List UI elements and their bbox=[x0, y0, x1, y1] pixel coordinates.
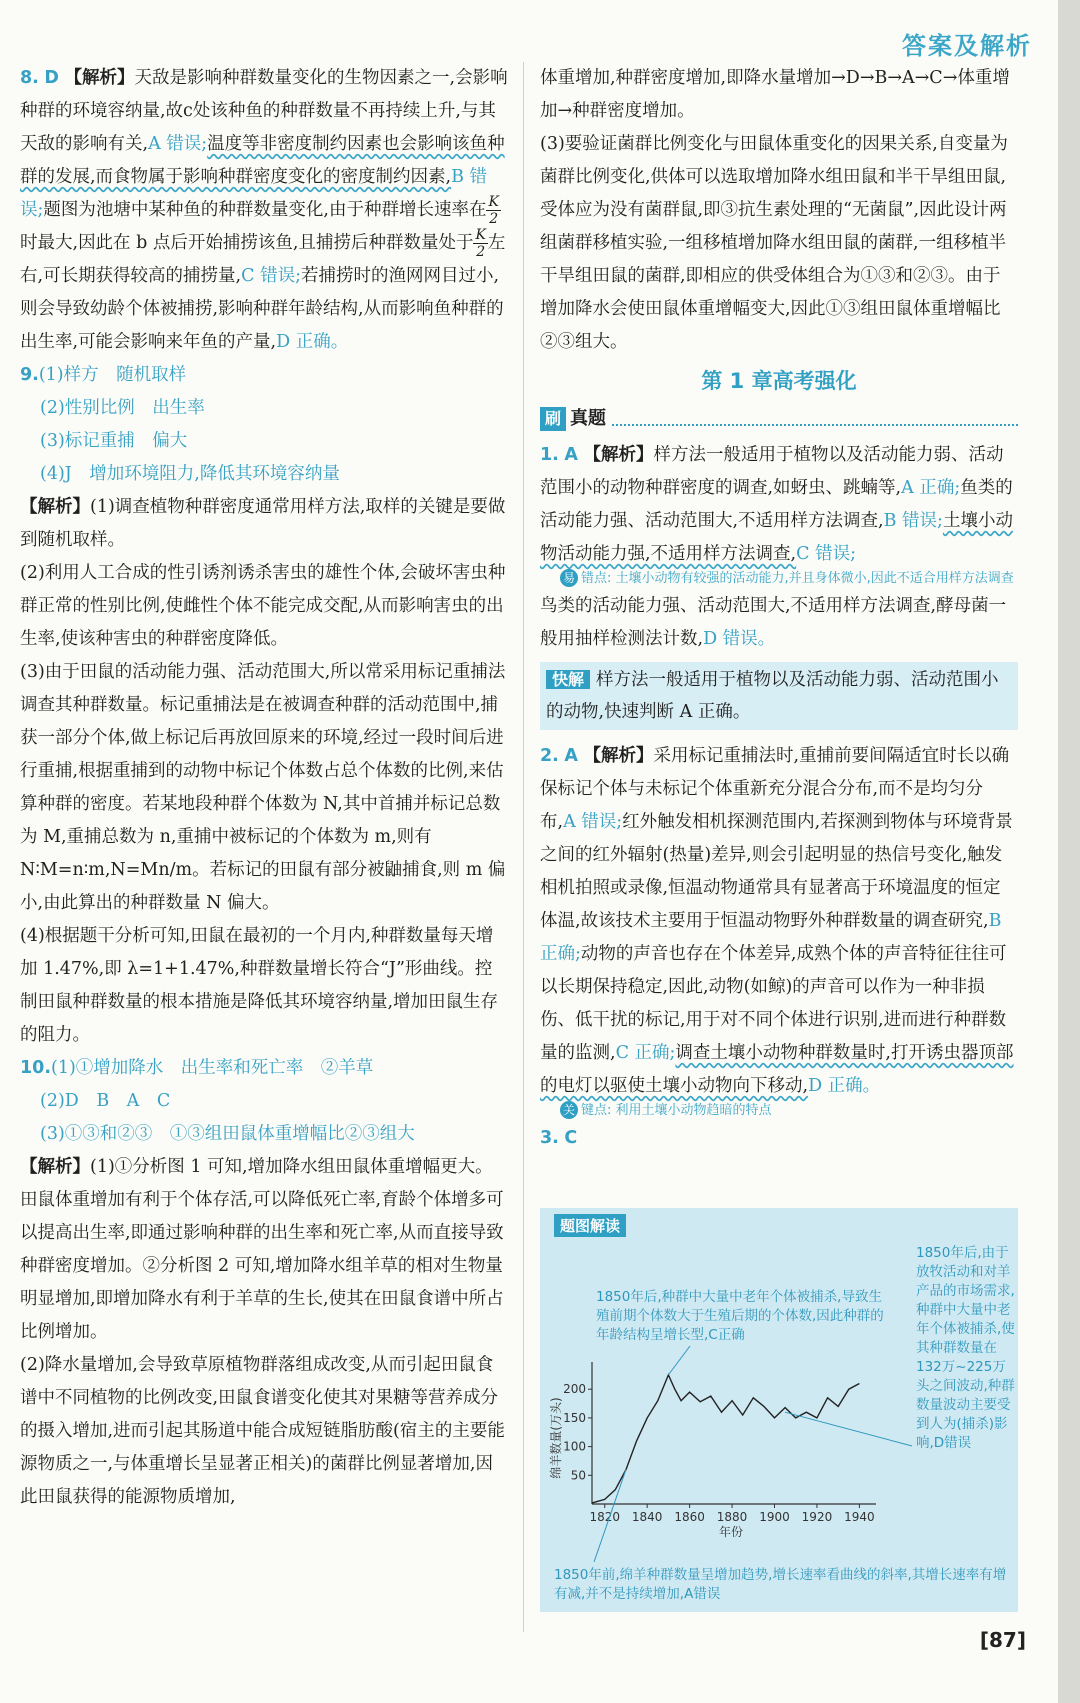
section-header bbox=[540, 402, 1018, 435]
section-badge: 刷 bbox=[540, 407, 566, 431]
q9-analysis-2: (2)利用人工合成的性引诱剂诱杀害虫的雄性个体,会破坏害虫种群正常的性别比例,使雌性个体不能完成交配,从而影响害虫的出生率,使该种害虫的种群密度降低。 bbox=[20, 563, 506, 649]
q3-number: 3. bbox=[540, 1128, 559, 1148]
q9-answer-3: (3)标记重捕 偏大 bbox=[40, 431, 188, 451]
key-point-badge: 关 bbox=[560, 1101, 578, 1119]
q1-number: 1. bbox=[540, 445, 559, 465]
q2-text-3: 动物的声音也存在个体差异,成熟个体的声音特征往往可以长期保持稳定,因此,动物(如鲸)的声音可以作为一种非损伤、低干扰的标记,用于对不同个体进行识别,进而进行种群数量的监测, bbox=[540, 944, 1007, 1063]
q10-number: 10. bbox=[20, 1058, 52, 1078]
right-column bbox=[540, 62, 1018, 1155]
q9-answer-text-1: (1)样方 随机取样 bbox=[38, 365, 187, 385]
q8-analysis-tag: 【解析】 bbox=[64, 68, 135, 88]
q2-text-2: 红外触发相机探测范围内,若探测到物体与环境背景之间的红外辐射(热量)差异,则会引起明显的热信号变化,触发相机拍照或录像,恒温动物通常具有显著高于环境温度的恒定体温,故该技术主要用于恒温动物野外种群数量的调查研究, bbox=[540, 812, 1013, 931]
q1-text-3: 土壤小动物活动能力强,不适用样方法调查, bbox=[540, 511, 1013, 564]
q10-analysis-text-1: (1)①分析图 1 可知,增加降水组田鼠体重增幅更大。田鼠体重增加有利于个体存活,可以降低死亡率,育龄个体增多可以提高出生率,即通过影响种群的出生率和死亡率,从而直接导致种群密度增加。②分析图 2 可知,增加降水组羊草的相对生物量明显增加,即增加降水有利于羊草的生长,使其在田鼠食谱中所占比例增加。 bbox=[20, 1157, 504, 1342]
fraction-k-over-2-b: $\frac{K}{2}$ bbox=[475, 227, 486, 260]
q9-answer-2: (2)性别比例 出生率 bbox=[40, 398, 205, 418]
q9-analysis-4: (4)根据题干分析可知,田鼠在最初的一个月内,种群数量每天增加 1.47%,即 λ=1+1.47%,种群数量增长符合“J”形曲线。控制田鼠种群数量的根本措施是降低其环境容纳量,增加田鼠生存的阻力。 bbox=[20, 926, 499, 1045]
q2-number: 2. bbox=[540, 746, 559, 766]
quick-solution-tag: 快解 bbox=[546, 670, 590, 689]
q9-analysis-text-1: (1)调查植物种群密度通常用样方法,取样的关键是要做到随机取样。 bbox=[20, 497, 506, 550]
q8-text-5: 左右,可长期获得较高的捕捞量, bbox=[20, 233, 506, 286]
x-tick-label: 1920 bbox=[801, 1510, 833, 1524]
q10-answer-2: (2)D B A C bbox=[40, 1091, 171, 1111]
page-header-title: 答案及解析 bbox=[902, 32, 1032, 60]
q1-c-verdict: C 错误; bbox=[796, 544, 856, 564]
x-tick-label: 1940 bbox=[844, 1510, 875, 1524]
q2-text-4: 调查土壤小动物种群数量时,打开诱虫器顶部的电灯以驱使土壤小动物向下移动, bbox=[540, 1043, 1014, 1096]
q9-answer-1 bbox=[20, 359, 508, 392]
q8-answer: D bbox=[44, 68, 59, 88]
q2-answer: A bbox=[564, 746, 578, 766]
q2-b-verdict: B 正确; bbox=[540, 911, 1002, 964]
q10-answer-3: (3)①③和②③ ①③组田鼠体重增幅比②③组大 bbox=[40, 1124, 415, 1144]
x-tick-label: 1820 bbox=[589, 1510, 621, 1524]
x-tick-label: 1900 bbox=[759, 1510, 790, 1524]
q9-number: 9. bbox=[20, 365, 39, 385]
chapter-title: 第 1 章高考强化 bbox=[701, 369, 857, 393]
q2-text-1: 采用标记重捕法时,重捕前要间隔适宜时长以确保标记个体与未标记个体重新充分混合分布,而不是均匀分布, bbox=[540, 746, 1010, 832]
q8-c-verdict: C 错误; bbox=[241, 266, 301, 286]
q1-text-4: 鸟类的活动能力强、活动范围大,不适用样方法调查,酵母菌一般用抽样检测法计数, bbox=[540, 596, 1007, 649]
q9-answer-4: (4)J 增加环境阻力,降低其环境容纳量 bbox=[40, 464, 340, 484]
q2-key-note bbox=[540, 1101, 1018, 1120]
page-number-value: 87 bbox=[989, 1628, 1017, 1652]
q8-d-verdict: D 正确。 bbox=[276, 332, 349, 352]
key-point-text: 利用土壤小动物趋暗的特点 bbox=[615, 1103, 772, 1118]
q10-analysis-2: (2)降水量增加,会导致草原植物群落组成改变,从而引起田鼠食谱中不同植物的比例改变,田鼠食谱变化使其对果糖等营养成分的摄入增加,进而引起其肠道中能合成短链脂肪酸(宿主的主要能源物质之一,与体重增长呈显著正相关)的菌群比例显著增加,因此田鼠获得的能源物质增加, bbox=[20, 1355, 505, 1507]
sheep-population-line bbox=[592, 1375, 859, 1503]
figure-tag: 题图解读 bbox=[554, 1214, 626, 1237]
x-tick-label: 1860 bbox=[674, 1510, 705, 1524]
q10-answer-text-1: (1)①增加降水 出生率和死亡率 ②羊草 bbox=[51, 1058, 374, 1078]
q1-error-note bbox=[540, 569, 1018, 588]
q8-number: 8. bbox=[20, 68, 39, 88]
figure-note-right: 1850年后,由于放牧活动和对羊产品的市场需求,种群中大量中老年个体被捕杀,使其种群数量在132万~225万头之间波动,种群数量波动主要受到人为(捕杀)影响,D错误 bbox=[916, 1245, 1015, 1451]
q1-b-verdict: B 错误; bbox=[883, 511, 943, 531]
error-point-badge: 易 bbox=[560, 569, 578, 587]
section-dotted-rule bbox=[612, 412, 1018, 426]
q10-answer-1 bbox=[20, 1052, 508, 1085]
q2-c-verdict: C 正确; bbox=[615, 1043, 676, 1063]
q10-analysis-3: (3)要验证菌群比例变化与田鼠体重变化的因果关系,自变量为菌群比例变化,供体可以选取增加降水组田鼠和半干旱组田鼠,受体应为没有菌群鼠,即③抗生素处理的“无菌鼠”,因此设计两组菌群移植实验,一组移植增加降水组田鼠的菌群,一组移植半干旱组田鼠的菌群,即相应的供受体组合为①③和②③。由于增加降水会使田鼠体重增幅变大,因此①③组田鼠体重增幅比②③组大。 bbox=[540, 134, 1008, 352]
q1-analysis-tag: 【解析】 bbox=[583, 445, 654, 465]
q1-block-cont bbox=[540, 590, 1018, 656]
page-edge bbox=[1058, 0, 1080, 1703]
x-tick-label: 1880 bbox=[716, 1510, 748, 1524]
q8-block bbox=[20, 62, 508, 359]
q10-analysis-cont: 体重增加,种群密度增加,即降水量增加→D→B→A→C→体重增加→种群密度增加。 bbox=[540, 68, 1010, 121]
left-column bbox=[20, 62, 508, 1514]
q8-text-2: 温度等非密度制约因素也会影响该鱼种群的发展,而食物属于影响种群密度变化的密度制约因素, bbox=[20, 134, 505, 187]
q8-b-verdict: B 错误; bbox=[20, 167, 488, 220]
q2-d-verdict: D 正确。 bbox=[808, 1076, 881, 1096]
q1-a-verdict: A 正确; bbox=[901, 478, 961, 498]
figure-note-top: 1850年后,种群中大量中老年个体被捕杀,导致生殖前期个体数大于生殖后期的个体数,因此种群的年龄结构呈增长型,C正确 bbox=[596, 1289, 884, 1343]
key-point-label: 键点: bbox=[581, 1103, 612, 1118]
q3-block bbox=[540, 1122, 1018, 1155]
y-tick-label: 150 bbox=[563, 1410, 586, 1425]
q1-text-2: 鱼类的活动能力强、活动范围大,不适用样方法调查, bbox=[540, 478, 1013, 531]
y-tick-label: 100 bbox=[563, 1439, 586, 1454]
y-axis-label: 绵羊数量(万头) bbox=[549, 1397, 563, 1479]
q8-text-4: 时最大,因此在 b 点后开始捕捞该鱼,且捕捞后种群数量处于 bbox=[20, 233, 474, 253]
q10-analysis-tag: 【解析】 bbox=[20, 1157, 90, 1177]
x-tick-label: 1840 bbox=[631, 1510, 663, 1524]
sheep-population-chart bbox=[540, 1208, 1018, 1612]
q8-a-verdict: A 错误; bbox=[148, 134, 208, 154]
page-number: [87] bbox=[979, 1628, 1026, 1652]
y-tick-label: 50 bbox=[570, 1468, 586, 1483]
section-label: 真题 bbox=[570, 408, 607, 429]
q9-analysis-3: (3)由于田鼠的活动能力强、活动范围大,所以常采用标记重捕法调查其种群数量。标记重捕法是在被调查种群的活动范围中,捕获一部分个体,做上标记后再放回原来的环境,经过一段时间后进行重捕,根据重捕到的动物中标记个体数占总个体数的比例,来估算种群的密度。若某地段种群个体数为 N,其中首捕并标记总数为 M,重捕总数为 n,重捕中被标记的个体数为 m,则有 N∶M=n∶m,N=Mn/m。若标记的田鼠有部分被鼬捕食,则 m 偏小,由此算出的种群数量 N 偏大。 bbox=[20, 662, 506, 913]
q8-text-6: 若捕捞时的渔网网目过小,则会导致幼龄个体被捕捞,影响种群年龄结构,从而影响鱼种群的出生率,可能会影响来年鱼的产量, bbox=[20, 266, 504, 352]
figure-note-bottom: 1850年前,绵羊种群数量呈增加趋势,增长速率看曲线的斜率,其增长速率有增有减,并不是持续增加,A错误 bbox=[554, 1567, 1007, 1602]
q8-text-1: 天敌是影响种群数量变化的生物因素之一,会影响种群的环境容纳量,故c处该种鱼的种群数量不再持续上升,与其天敌的影响有关, bbox=[20, 68, 508, 154]
q10-analysis-1 bbox=[20, 1151, 508, 1349]
q1-d-verdict: D 错误。 bbox=[703, 629, 776, 649]
q3-answer: C bbox=[564, 1128, 578, 1148]
q2-a-verdict: A 错误; bbox=[563, 812, 623, 832]
quick-solution-box bbox=[540, 662, 1018, 730]
q1-text-1: 样方法一般适用于植物以及活动能力弱、活动范围小的动物种群密度的调查,如蚜虫、跳蝻等, bbox=[540, 445, 1004, 498]
error-point-label: 错点: bbox=[581, 571, 612, 586]
q2-block bbox=[540, 740, 1018, 1103]
q9-analysis-tag: 【解析】 bbox=[20, 497, 90, 517]
fraction-k-over-2: $\frac{K}{2}$ bbox=[488, 194, 499, 227]
x-axis-label: 年份 bbox=[718, 1525, 744, 1539]
y-tick-label: 200 bbox=[563, 1382, 586, 1397]
error-point-text: 土壤小动物有较强的活动能力,并且身体微小,因此不适合用样方法调查 bbox=[615, 571, 1014, 586]
leader-line-right bbox=[785, 1412, 912, 1446]
q1-answer: A bbox=[564, 445, 578, 465]
quick-solution-text: 样方法一般适用于植物以及活动能力弱、活动范围小的动物,快速判断 A 正确。 bbox=[546, 670, 999, 722]
q8-text-3: 题图为池塘中某种鱼的种群数量变化,由于种群增长速率在 bbox=[43, 200, 487, 220]
q1-block bbox=[540, 439, 1018, 571]
q2-analysis-tag: 【解析】 bbox=[583, 746, 654, 766]
leader-line-top bbox=[668, 1346, 690, 1375]
column-divider bbox=[523, 62, 524, 1632]
q9-analysis-1 bbox=[20, 491, 508, 557]
figure-interpretation-box bbox=[540, 1208, 1018, 1612]
